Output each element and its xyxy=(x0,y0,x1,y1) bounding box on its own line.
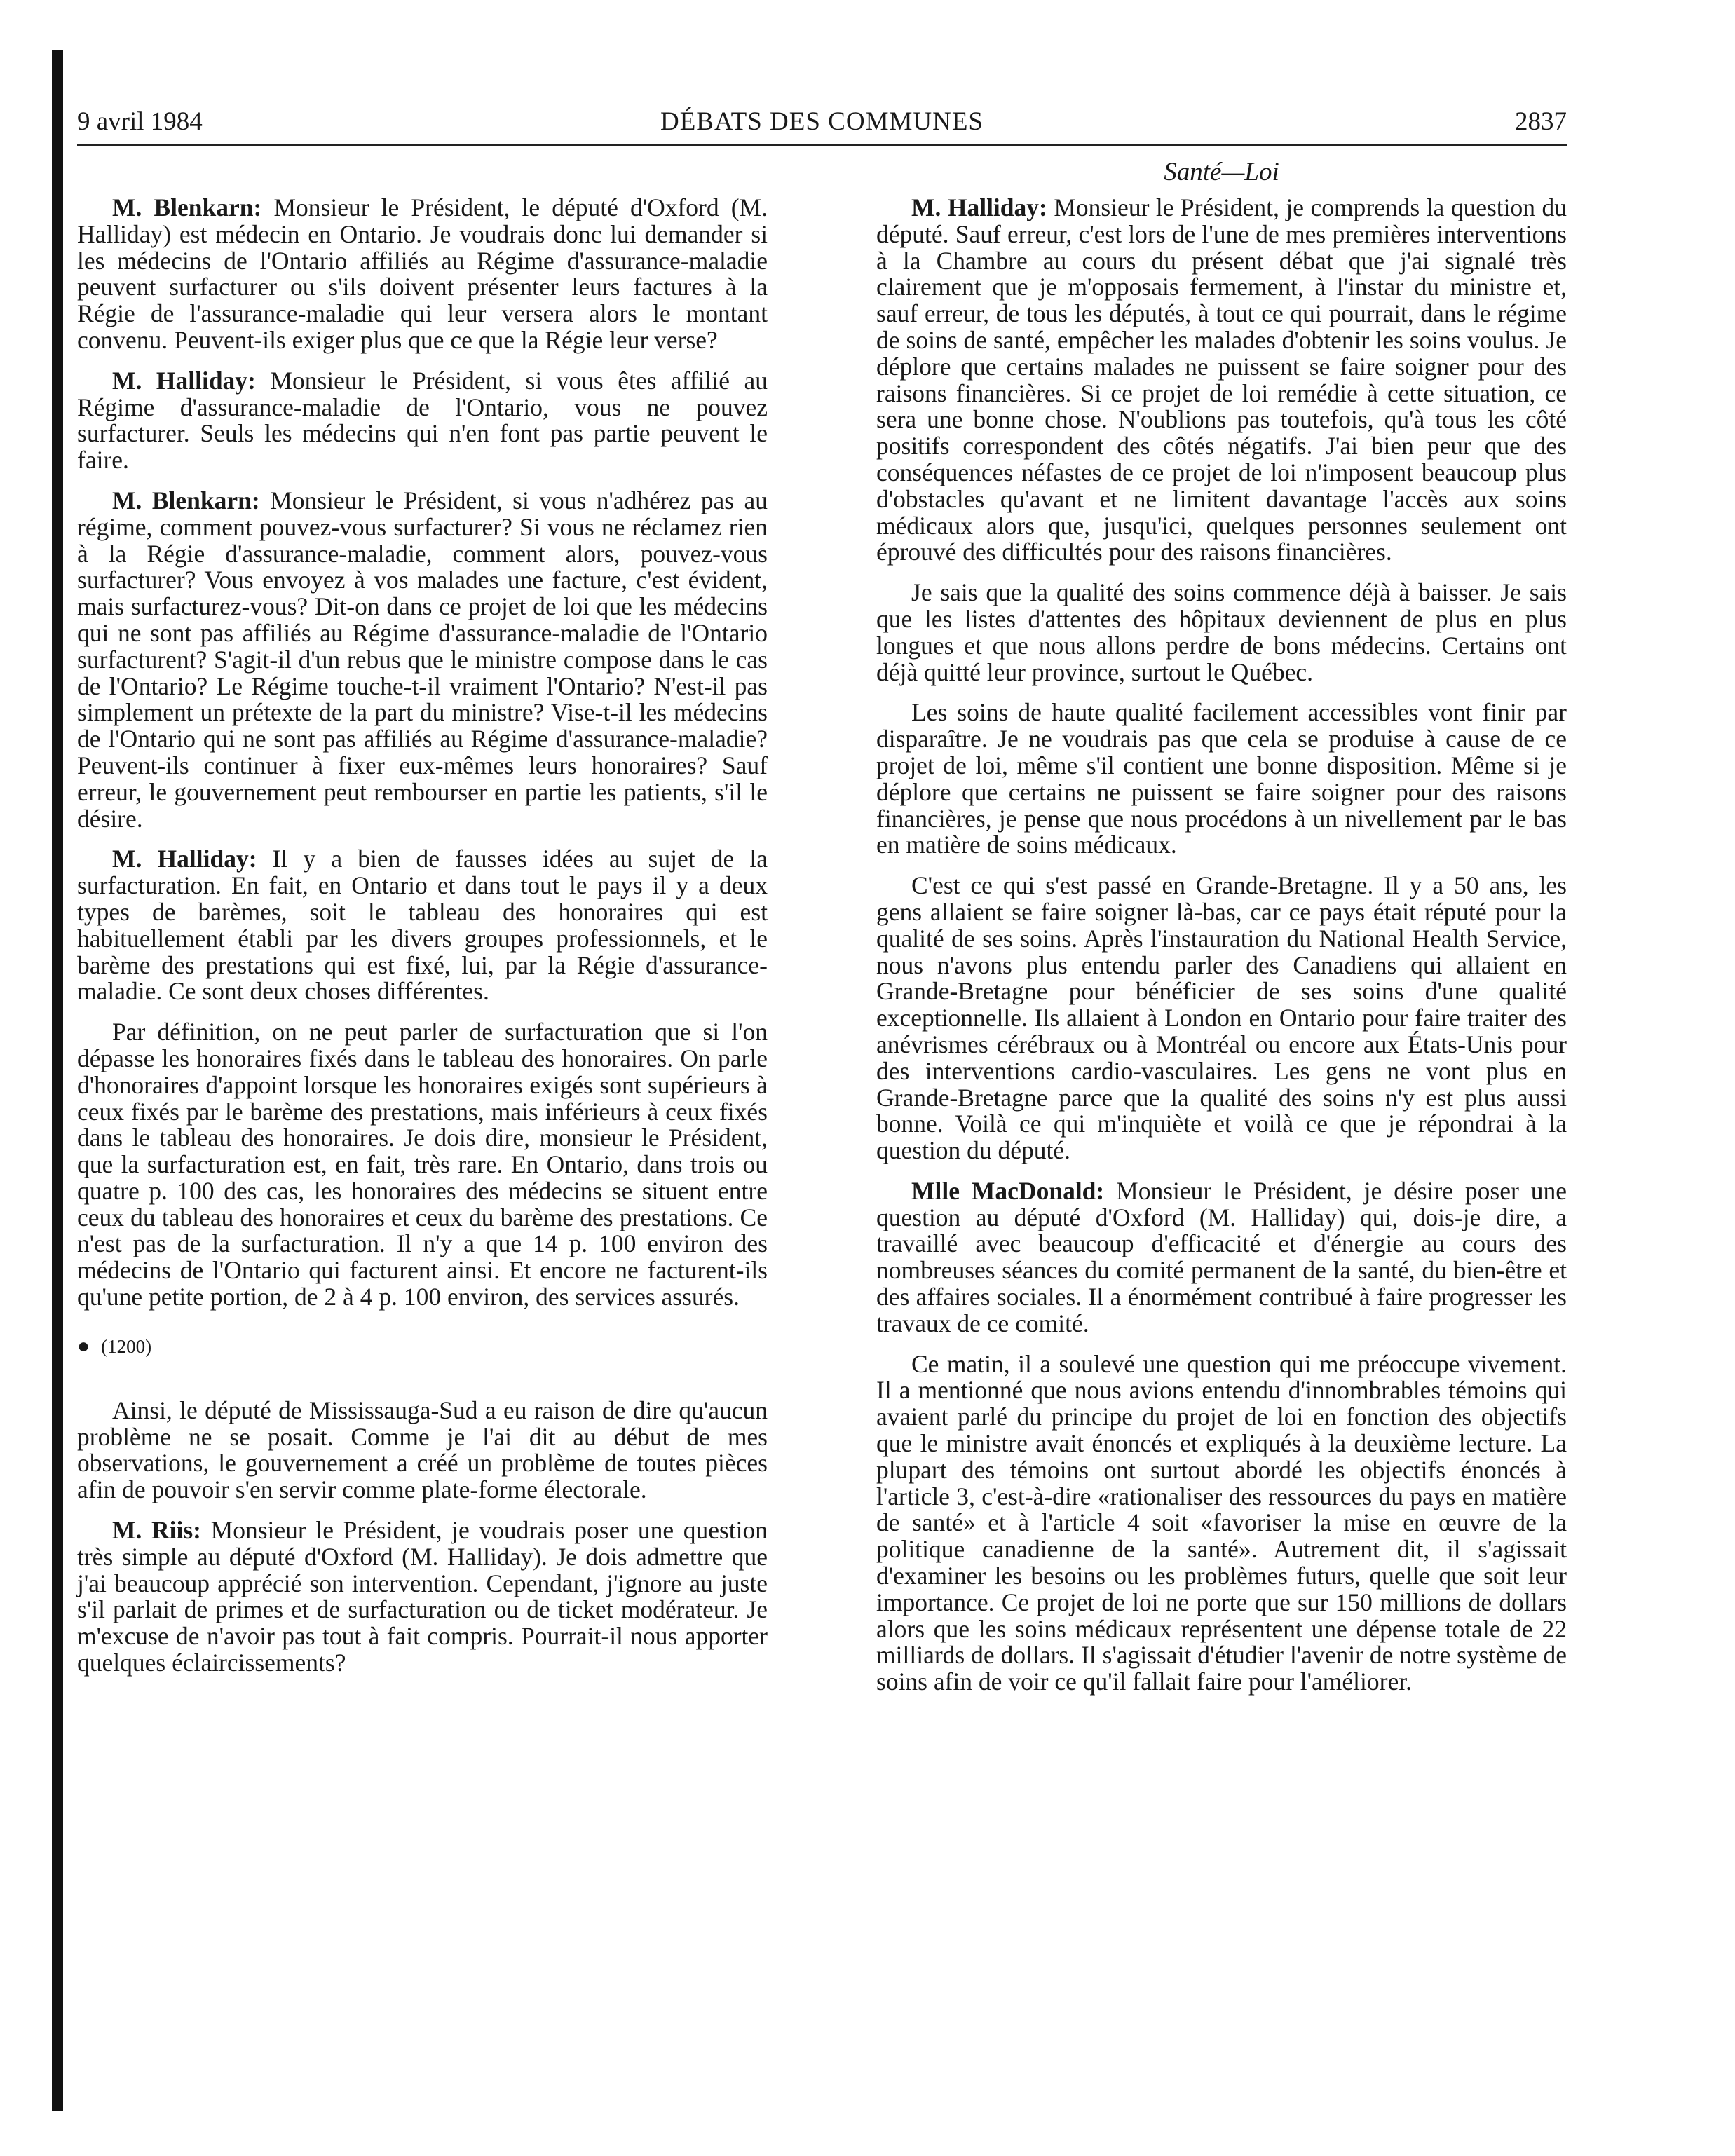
paragraph: Ainsi, le député de Mississauga-Sud a eu raison de dire qu'aucun problème ne se posait. Comme je l'ai dit au début de mes observations, le gouvernement a créé un problème de toutes pièces afin de pouvoir s'en servir comme plate-forme électorale. xyxy=(77,1396,768,1504)
speech-text: Monsieur le Président, le député d'Oxford (M. Halliday) est médecin en Ontario. Je voudrais donc lui demander si les médecins de l'Ontario affiliés au Régime d'assurance-maladie peuvent surfacturer ou s'ils doivent présenter leurs factures à la Régie de l'assurance-maladie qui leur versera alors le montant convenu. Peuvent-ils exiger plus que ce que la Régie leur verse? xyxy=(77,193,768,354)
speech-text: Monsieur le Président, je comprends la question du député. Sauf erreur, c'est lors de l'une de mes premières interventions à la Chambre au cours du présent débat que j'ai signalé très clairement que je m'opposais fermement, à l'instar du ministre et, sauf erreur, de tous les députés, à tout ce qui pourrait, dans le régime de soins de santé, empêcher les malades d'obtenir les soins voulus. Je déplore que certains malades ne puissent se faire soigner pour des raisons financières. Si ce projet de loi remédie à cette situation, ce sera une bonne chose. N'oublions pas toutefois, qu'à tous les côté positifs correspondent des côtés négatifs. J'ai bien peur que des conséquences néfastes de ce projet de loi n'imposent beaucoup plus d'obstacles qu'avant et ne limitent davantage l'accès aux soins médicaux alors que, jusqu'ici, quelques personnes seulement ont éprouvé des difficultés pour des raisons financières. xyxy=(876,193,1567,566)
scan-binding-bar xyxy=(52,50,63,2111)
speaker-name: M. Halliday: xyxy=(911,193,1047,221)
paragraph xyxy=(77,488,768,832)
speech-text: Monsieur le Président, si vous êtes affilié au Régime d'assurance-maladie de l'Ontario, vous ne pouvez surfacturer. Seuls les médecins qui n'en font pas partie peuvent le faire. xyxy=(77,366,768,475)
paragraph xyxy=(77,368,768,474)
right-column xyxy=(876,195,1567,1710)
paragraph: Ce matin, il a soulevé une question qui me préoccupe vivement. Il a mentionné que nous avions entendu d'innombrables témoins qui avaient parlé du principe du projet de loi en fonction des objectifs que le ministre avait énoncés et expliqués à la deuxième lecture. La plupart des témoins ont surtout abordé les objectifs énoncés à l'article 3, c'est-à-dire «rationaliser des ressources du pays en matière de santé» et à l'article 4 soit «favoriser la mise en œuvre de la politique canadienne de la santé». Autrement dit, il s'agissait d'examiner les besoins ou les problèmes futurs, quelle que soit leur importance. Ce projet de loi ne porte que sur 150 millions de dollars alors que les soins médicaux représentent une dépense totale de 22 milliards de dollars. Il s'agissait d'étudier l'avenir de notre système de soins afin de voir ce qu'il fallait faire pour l'améliorer. xyxy=(876,1349,1567,1696)
speaker-name: M. Halliday: xyxy=(112,366,256,395)
speech-text: Il y a bien de fausses idées au sujet de la surfacturation. En fait, en Ontario et dans tout le pays il y a deux types de barèmes, soit le tableau des honoraires qui est habituellement établi par les divers groupes professionnels, et le barème des prestations qui est fixé, lui, par la Régie d'assurance-maladie. Ce sont deux choses différentes. xyxy=(77,845,768,1006)
scan-margin xyxy=(0,0,52,2156)
speaker-name: M. Blenkarn: xyxy=(112,193,262,221)
subject-heading: Santé—Loi xyxy=(1164,158,1279,186)
time-marker xyxy=(77,1335,768,1358)
paragraph: C'est ce qui s'est passé en Grande-Bretagne. Il y a 50 ans, les gens allaient se faire soigner là-bas, car ce pays était réputé pour la qualité de ses soins. Après l'instauration du National Health Service, nous n'avons plus entendu parler des Canadiens qui allaient en Grande-Bretagne pour bénéficier de ses soins d'une qualité exceptionnelle. Ils allaient à London en Ontario pour faire traiter des anévrismes cérébraux ou à Montréal ou encore aux États-Unis pour des interventions cardio-vasculaires. Les gens ne vont plus en Grande-Bretagne parce que la qualité des soins n'y est plus aussi bonne. Voilà ce qui m'inquiète et voilà ce que je répondrai à la question du député. xyxy=(876,871,1567,1165)
speaker-name: M. Halliday: xyxy=(112,845,257,873)
paragraph xyxy=(77,195,768,354)
paragraph: Par définition, on ne peut parler de surfacturation que si l'on dépasse les honoraires fixés dans le tableau des honoraires. On parle d'honoraires d'appoint lorsque les honoraires exigés sont supérieurs à ceux fixés par le barème des prestations, mais inférieurs à ceux fixés dans le tableau des honoraires. Je dois dire, monsieur le Président, que la surfacturation est, en fait, très rare. En Ontario, dans trois ou quatre p. 100 des cas, les honoraires des médecins se situent entre ceux du tableau des honoraires et ceux du barème des prestations. Ce n'est pas de la surfacturation. Il n'y a que 14 p. 100 environ des médecins de l'Ontario qui facturent ainsi. Et encore ne facturent-ils qu'une petite portion, de 2 à 4 p. 100 environ, des services assurés. xyxy=(77,1018,768,1311)
left-column xyxy=(77,195,768,1691)
running-header xyxy=(77,102,1567,146)
header-date: 9 avril 1984 xyxy=(77,107,203,136)
speaker-name: M. Riis: xyxy=(112,1516,202,1545)
time-marker-text: (1200) xyxy=(101,1335,152,1357)
speaker-name: M. Blenkarn: xyxy=(112,486,260,514)
bullet-icon: ● xyxy=(77,1334,90,1358)
speech-text: Monsieur le Président, je désire poser une question au député d'Oxford (M. Halliday) qui, dois-je dire, a travaillé avec beaucoup d'efficacité et d'énergie au cours des nombreuses séances du comité permanent de la santé, du bien-être et des affaires sociales. Il a énormément contribué à faire progresser les travaux de ce comité. xyxy=(876,1176,1567,1337)
paragraph: Je sais que la qualité des soins commence déjà à baisser. Je sais que les listes d'attentes des hôpitaux deviennent de plus en plus longues et que nous allons perdre de bons médecins. Certains ont déjà quitté leur province, surtout le Québec. xyxy=(876,578,1567,686)
header-title: DÉBATS DES COMMUNES xyxy=(660,107,984,136)
speaker-name: Mlle MacDonald: xyxy=(911,1176,1105,1205)
paragraph xyxy=(77,1517,768,1677)
paragraph xyxy=(77,846,768,1005)
paragraph xyxy=(876,195,1567,566)
speech-text: Monsieur le Président, je voudrais poser une question très simple au député d'Oxford (M. Halliday). Je dois admettre que j'ai beaucoup apprécié son intervention. Cependant, j'ignore au juste s'il parlait de primes et de surfacturation ou de ticket modérateur. Je m'excuse de n'avoir pas tout à fait compris. Pourrait-il nous apporter quelques éclaircissements? xyxy=(77,1516,768,1677)
paragraph: Les soins de haute qualité facilement accessibles vont finir par disparaître. Je ne voudrais pas que cela se produise à cause de ce projet de loi, même s'il contient une bonne disposition. Même si je déplore que certains ne puissent se faire soigner pour des raisons financières, je pense que nous procédons à un nivellement par le bas en matière de soins médicaux. xyxy=(876,698,1567,859)
paragraph xyxy=(876,1178,1567,1337)
speech-text: Monsieur le Président, si vous n'adhérez pas au régime, comment pouvez-vous surfacturer? Si vous ne réclamez rien à la Régie d'assurance-maladie, comment alors, pouvez-vous surfacturer? Vous envoyez à vos malades une facture, c'est évident, mais surfacturez-vous? Dit-on dans ce projet de loi que les médecins qui ne sont pas affiliés au Régime d'assurance-maladie de l'Ontario surfacturent? S'agit-il d'un rebus que le ministre compose dans le cas de l'Ontario? Le Régime touche-t-il vraiment l'Ontario? N'est-il pas simplement un prétexte de la part du ministre? Vise-t-il les médecins de l'Ontario qui ne sont pas affiliés au Régime d'assurance-maladie? Peuvent-ils continuer à fixer eux-mêmes leurs honoraires? Sauf erreur, le gouvernement peut rembourser en partie les patients, s'il le désire. xyxy=(77,486,768,833)
header-page-number: 2837 xyxy=(1515,107,1567,136)
